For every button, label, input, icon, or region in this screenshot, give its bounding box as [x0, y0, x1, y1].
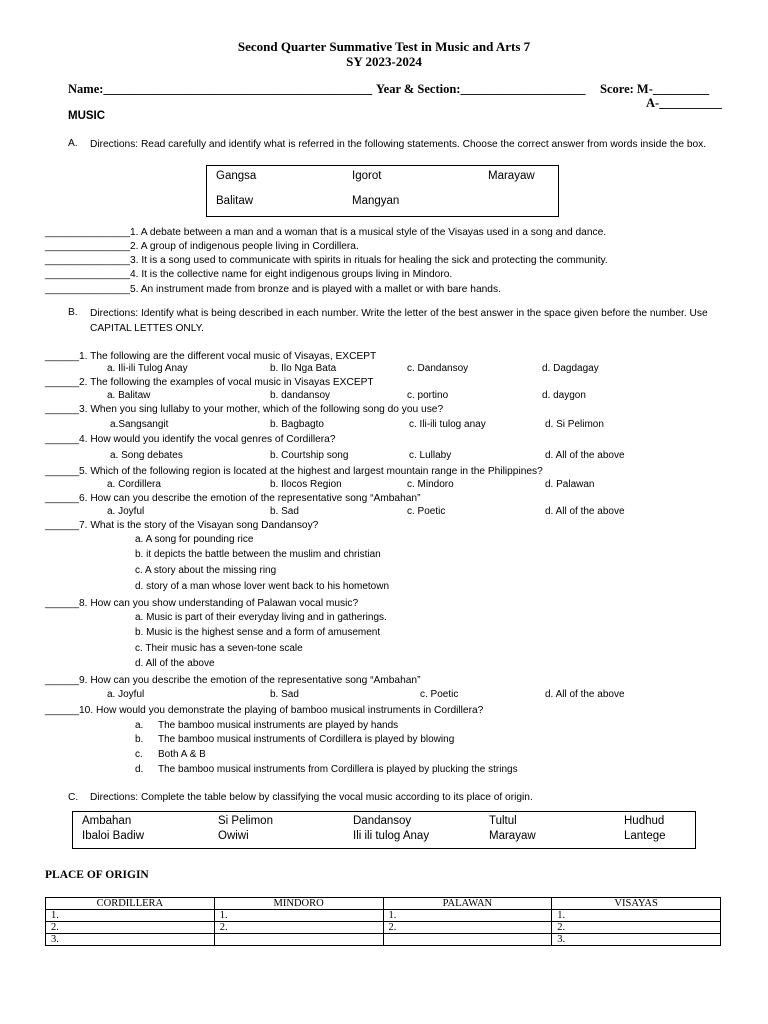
- word-box-a: [206, 165, 559, 217]
- word-box-item: Owiwi: [218, 830, 249, 842]
- table-cell[interactable]: 2.: [46, 922, 215, 934]
- question-5[interactable]: ______5. Which of the following region is located at the highest and largest mountain range in the Philippines?: [45, 466, 543, 477]
- place-of-origin-heading: PLACE OF ORIGIN: [45, 869, 149, 881]
- column-header-cordillera: CORDILLERA: [46, 898, 215, 910]
- table-cell[interactable]: [214, 934, 383, 946]
- question-4[interactable]: ______4. How would you identify the vocal genres of Cordillera?: [45, 434, 336, 445]
- word-box-item: Balitaw: [216, 195, 254, 207]
- q9-option-b: b. Sad: [270, 689, 299, 700]
- q4-option-c: c. Lullaby: [409, 450, 452, 461]
- word-box-item: Marayaw: [489, 830, 536, 842]
- question-2[interactable]: ______2. The following the examples of vocal music in Visayas EXCEPT: [45, 377, 374, 388]
- column-header-palawan: PALAWAN: [383, 898, 552, 910]
- table-cell[interactable]: 1.: [46, 910, 215, 922]
- word-box-item: Ambahan: [82, 815, 132, 827]
- q10-option-b-letter: b.: [135, 734, 144, 745]
- q10-option-b: The bamboo musical instruments of Cordillera is played by blowing: [158, 734, 455, 745]
- word-box-item: Tultul: [489, 815, 517, 827]
- question-1[interactable]: ______1. The following are the different vocal music of Visayas, EXCEPT: [45, 351, 377, 362]
- q4-option-a: a. Song debates: [110, 450, 183, 461]
- q4-option-d: d. All of the above: [545, 450, 625, 461]
- question-7[interactable]: ______7. What is the story of the Visayan song Dandansoy?: [45, 520, 319, 531]
- word-box-item: Gangsa: [216, 170, 257, 182]
- section-music-heading: MUSIC: [68, 110, 106, 122]
- q10-option-a-letter: a.: [135, 720, 144, 731]
- year-section-field[interactable]: Year & Section:____________________: [376, 82, 586, 96]
- q6-option-a: a. Joyful: [107, 506, 145, 517]
- part-c-letter: C.: [68, 792, 79, 803]
- q3-option-d: d. Si Pelimon: [545, 419, 604, 430]
- column-header-visayas: VISAYAS: [552, 898, 721, 910]
- part-b-directions: Directions: Identify what is being described in each number. Write the letter of the best answer in the space given before the number. Use CAPITAL LETTES ONLY.: [90, 308, 708, 334]
- word-box-item: Dandansoy: [353, 815, 412, 827]
- q8-option-d: d. All of the above: [135, 658, 215, 669]
- part-a-item-4[interactable]: _______________4. It is the collective name for eight indigenous groups living in Mindoro.: [45, 269, 453, 280]
- part-a-item-3[interactable]: _______________3. It is a song used to communicate with spirits in rituals for healing the sick and protecting the community.: [45, 255, 608, 266]
- question-8[interactable]: ______8. How can you show understanding of Palawan vocal music?: [45, 598, 359, 609]
- part-a-item-1[interactable]: _______________1. A debate between a man and a woman that is a musical style of the Visayas used in a song and dance.: [45, 227, 607, 238]
- q10-option-d-letter: d.: [135, 764, 144, 775]
- q1-option-d: d. Dagdagay: [542, 363, 599, 374]
- q10-option-a: The bamboo musical instruments are played by hands: [158, 720, 399, 731]
- name-field[interactable]: Name:___________________________________________: [68, 82, 373, 96]
- q4-option-b: b. Courtship song: [270, 450, 349, 461]
- table-cell[interactable]: [383, 934, 552, 946]
- q5-option-b: b. Ilocos Region: [270, 479, 342, 490]
- q6-option-d: d. All of the above: [545, 506, 625, 517]
- q1-option-c: c. Dandansoy: [407, 363, 469, 374]
- word-box-item: Ibaloi Badiw: [82, 830, 145, 842]
- part-a-item-5[interactable]: _______________5. An instrument made from bronze and is played with a mallet or with bare hands.: [45, 284, 501, 295]
- q5-option-d: d. Palawan: [545, 479, 595, 490]
- word-box-c: [72, 811, 696, 849]
- q7-option-d: d. story of a man whose lover went back to his hometown: [135, 581, 390, 592]
- word-box-item: Hudhud: [624, 815, 665, 827]
- q7-option-c: c. A story about the missing ring: [135, 565, 277, 576]
- q7-option-b: b. it depicts the battle between the muslim and christian: [135, 549, 381, 560]
- word-box-item: Lantege: [624, 830, 666, 842]
- part-c-directions: Directions: Complete the table below by classifying the vocal music according to its place of origin.: [90, 792, 533, 803]
- table-cell[interactable]: 1.: [383, 910, 552, 922]
- table-row: [46, 910, 721, 922]
- q10-option-c-letter: c.: [135, 749, 143, 760]
- question-3[interactable]: ______3. When you sing lullaby to your mother, which of the following song do you use?: [45, 404, 444, 415]
- score-arts-field[interactable]: A-__________: [646, 96, 722, 110]
- q6-option-c: c. Poetic: [407, 506, 446, 517]
- q6-option-b: b. Sad: [270, 506, 299, 517]
- score-music-field[interactable]: Score: M-_________: [600, 82, 710, 96]
- q2-option-b: b. dandansoy: [270, 390, 331, 401]
- question-6[interactable]: ______6. How can you describe the emotion of the representative song “Ambahan”: [45, 493, 421, 504]
- column-header-mindoro: MINDORO: [214, 898, 383, 910]
- question-10[interactable]: ______10. How would you demonstrate the playing of bamboo musical instruments in Cordillera?: [45, 705, 484, 716]
- table-cell[interactable]: 3.: [46, 934, 215, 946]
- part-a-directions: Directions: Read carefully and identify what is referred in the following statements. Choose the correct answer from words inside the box.: [90, 139, 707, 150]
- word-box-item: Marayaw: [488, 170, 535, 182]
- table-cell[interactable]: 1.: [214, 910, 383, 922]
- word-box-item: Si Pelimon: [218, 815, 273, 827]
- test-title: Second Quarter Summative Test in Music and Arts 7: [237, 39, 531, 54]
- q10-option-d: The bamboo musical instruments from Cordillera is played by plucking the strings: [158, 764, 518, 775]
- q2-option-c: c. portino: [407, 390, 449, 401]
- school-year: SY 2023-2024: [346, 54, 422, 69]
- place-of-origin-table: [45, 897, 721, 946]
- question-9[interactable]: ______9. How can you describe the emotion of the representative song “Ambahan”: [45, 675, 421, 686]
- word-box-item: Mangyan: [352, 195, 400, 207]
- part-b-letter: B.: [68, 307, 78, 318]
- part-a-letter: A.: [68, 138, 78, 149]
- table-cell[interactable]: 2.: [552, 922, 721, 934]
- part-a-item-2[interactable]: _______________2. A group of indigenous people living in Cordillera.: [45, 241, 359, 252]
- q1-option-a: a. Ili-ili Tulog Anay: [107, 363, 188, 374]
- q3-option-a: a.Sangsangit: [110, 419, 169, 430]
- q2-option-a: a. Balitaw: [107, 390, 151, 401]
- q9-option-d: d. All of the above: [545, 689, 625, 700]
- q5-option-c: c. Mindoro: [407, 479, 454, 490]
- q5-option-a: a. Cordillera: [107, 479, 161, 490]
- q3-option-b: b. Bagbagto: [270, 419, 324, 430]
- table-cell[interactable]: 1.: [552, 910, 721, 922]
- q8-option-a: a. Music is part of their everyday living and in gatherings.: [135, 612, 387, 623]
- q9-option-c: c. Poetic: [420, 689, 459, 700]
- q10-option-c: Both A & B: [158, 749, 206, 760]
- word-box-item: Igorot: [352, 170, 382, 182]
- table-cell[interactable]: 3.: [552, 934, 721, 946]
- table-row: [46, 934, 721, 946]
- table-header-row: [46, 898, 721, 910]
- q8-option-c: c. Their music has a seven-tone scale: [135, 643, 303, 654]
- word-box-item: Ili ili tulog Anay: [353, 830, 430, 842]
- q9-option-a: a. Joyful: [107, 689, 145, 700]
- table-cell[interactable]: 2.: [214, 922, 383, 934]
- q8-option-b: b. Music is the highest sense and a form of amusement: [135, 627, 381, 638]
- q7-option-a: a. A song for pounding rice: [135, 534, 254, 545]
- table-cell[interactable]: 2.: [383, 922, 552, 934]
- q2-option-d: d. daygon: [542, 390, 586, 401]
- q1-option-b: b. Ilo Nga Bata: [270, 363, 337, 374]
- table-row: [46, 922, 721, 934]
- q3-option-c: c. Ili-ili tulog anay: [409, 419, 486, 430]
